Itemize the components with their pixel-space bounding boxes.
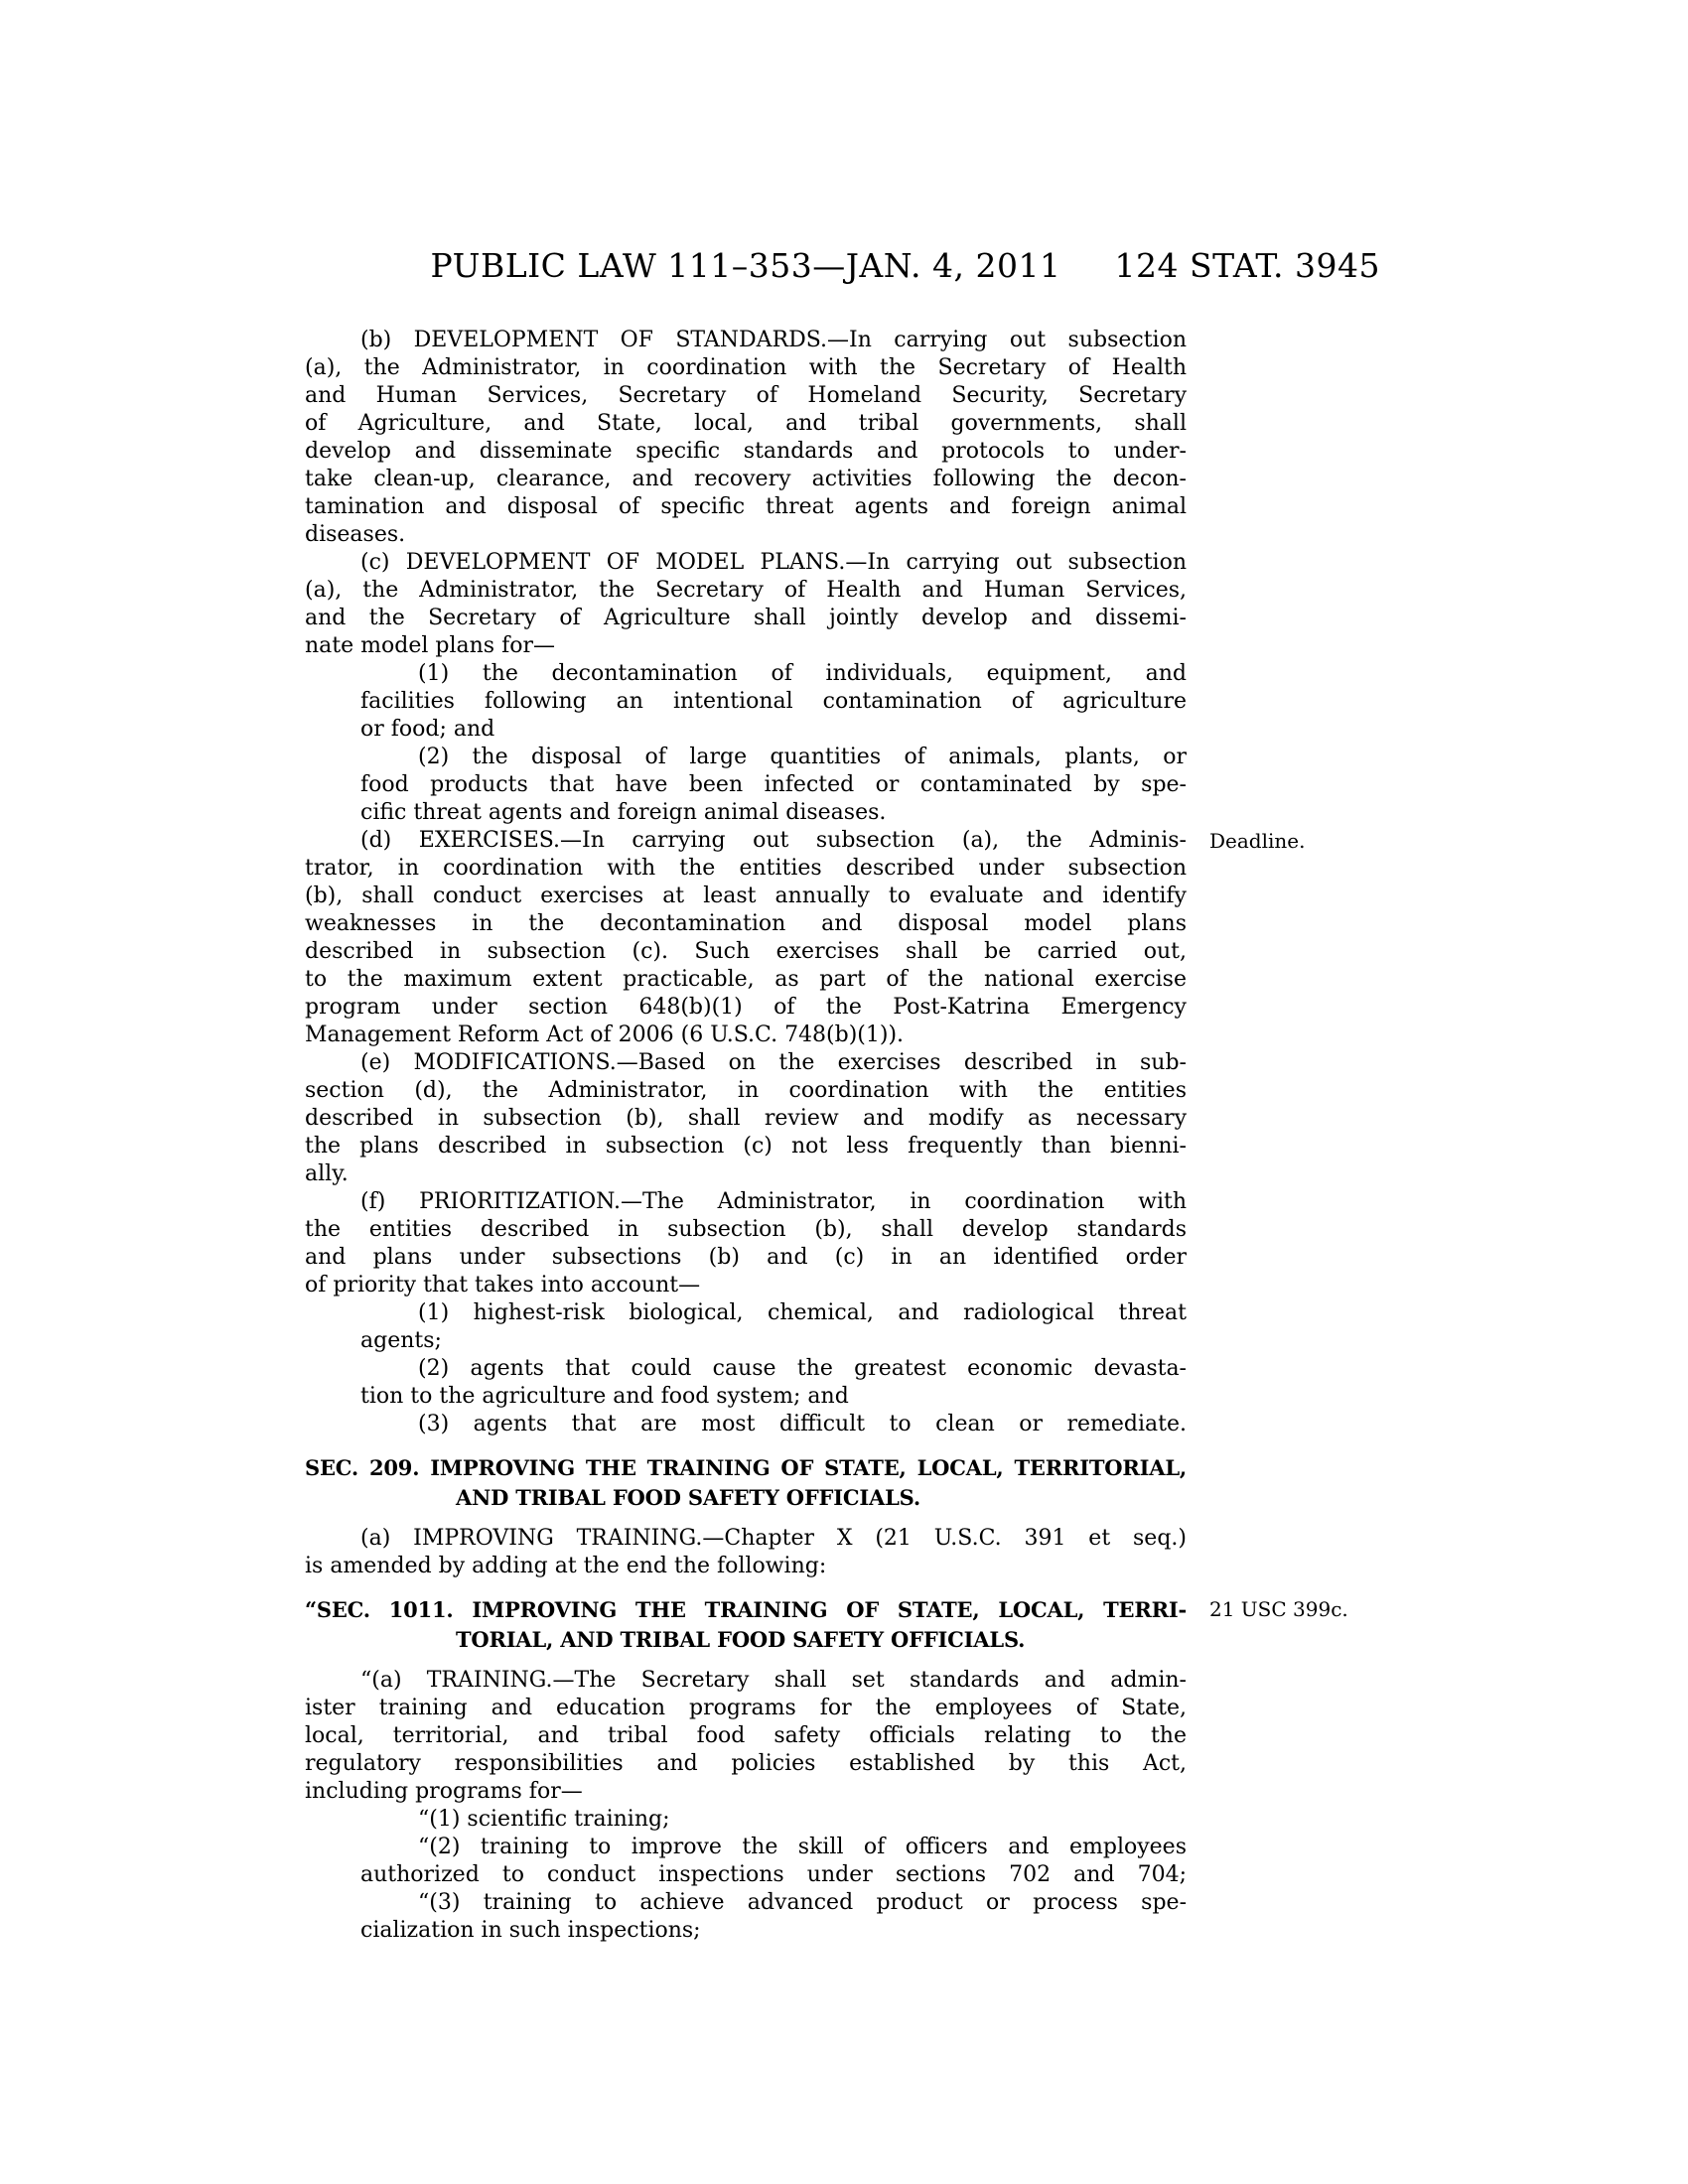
subparagraph-c2 — [305, 744, 1187, 827]
margin-note-deadline: Deadline. — [1209, 829, 1306, 853]
text-line: facilities following an intentional contamination of agriculture — [360, 689, 1187, 714]
text-line: weaknesses in the decontamination and disposal model plans — [305, 911, 1187, 936]
text-line: is amended by adding at the end the following: — [305, 1554, 827, 1578]
section-209-heading — [305, 1453, 1187, 1513]
text-line: (3) agents that are most difficult to clean or remediate. — [418, 1412, 1187, 1436]
subparagraph-c1 — [305, 660, 1187, 744]
text-line: cialization in such inspections; — [360, 1918, 701, 1943]
text-line: and the Secretary of Agriculture shall jointly develop and dissemi- — [305, 606, 1187, 630]
text-line: cific threat agents and foreign animal diseases. — [360, 800, 887, 825]
text-line: section (d), the Administrator, in coordination with the entities — [305, 1078, 1187, 1103]
quoted-subparagraph-1 — [305, 1806, 1187, 1834]
text-line: described in subsection (b), shall review and modify as necessary — [305, 1106, 1187, 1131]
body-text-column — [305, 327, 1348, 1945]
text-line: diseases. — [305, 522, 406, 547]
text-line: the plans described in subsection (c) not less frequently than bienni- — [305, 1134, 1187, 1159]
text-line: the entities described in subsection (b), shall develop standards — [305, 1217, 1187, 1242]
text-line: and Human Services, Secretary of Homeland Security, Secretary — [305, 383, 1187, 408]
text-line: (a), the Administrator, in coordination with the Secretary of Health — [305, 355, 1187, 380]
section-1011-heading — [305, 1595, 1348, 1655]
text-line: tamination and disposal of specific threat agents and foreign animal — [305, 494, 1187, 519]
text-line: ister training and education programs for the employees of State, — [305, 1696, 1187, 1720]
text-line: (a), the Administrator, the Secretary of Health and Human Services, — [305, 578, 1187, 603]
text-line: (d) EXERCISES.—In carrying out subsection (a), the Adminis- — [360, 828, 1187, 853]
text-line: and plans under subsections (b) and (c) in an identified order — [305, 1245, 1187, 1270]
subparagraph-f2 — [305, 1355, 1187, 1411]
subparagraph-f3 — [305, 1411, 1187, 1438]
paragraph-b-development-of-standards — [305, 327, 1187, 549]
running-head — [305, 248, 1380, 290]
quoted-subparagraph-2 — [305, 1834, 1187, 1889]
text-line: agents; — [360, 1328, 442, 1353]
text-line: (2) the disposal of large quantities of animals, plants, or — [418, 745, 1187, 769]
text-line: trator, in coordination with the entities described under subsection — [305, 856, 1187, 881]
paragraph-c-development-of-model-plans — [305, 549, 1187, 660]
text-line: local, territorial, and tribal food safety officials relating to the — [305, 1723, 1187, 1748]
text-line: authorized to conduct inspections under sections 702 and 704; — [360, 1862, 1187, 1887]
text-line: take clean-up, clearance, and recovery activities following the decon- — [305, 467, 1187, 491]
text-line: “(3) training to achieve advanced product or process spe- — [418, 1890, 1187, 1915]
paragraph-a-improving-training — [305, 1525, 1187, 1580]
text-line: tion to the agriculture and food system; and — [360, 1384, 849, 1409]
text-line: “SEC. 1011. IMPROVING THE TRAINING OF STATE, LOCAL, TERRI- — [305, 1597, 1187, 1622]
text-line: or food; and — [360, 717, 495, 742]
margin-note-usc-citation: 21 USC 399c. — [1209, 1597, 1348, 1621]
text-line: (1) highest-risk biological, chemical, and radiological threat — [418, 1300, 1187, 1325]
text-line: nate model plans for— — [305, 633, 555, 658]
text-line: (c) DEVELOPMENT OF MODEL PLANS.—In carrying out subsection — [360, 550, 1187, 575]
paragraph-f-prioritization — [305, 1188, 1187, 1299]
text-line: regulatory responsibilities and policies established by this Act, — [305, 1751, 1187, 1776]
text-line: (e) MODIFICATIONS.—Based on the exercises described in sub- — [360, 1050, 1187, 1075]
text-line: “(1) scientific training; — [418, 1807, 670, 1832]
text-line: TORIAL, AND TRIBAL FOOD SAFETY OFFICIALS. — [456, 1627, 1026, 1652]
subparagraph-f1 — [305, 1299, 1187, 1355]
text-line: (2) agents that could cause the greatest economic devasta- — [418, 1356, 1187, 1381]
text-line: (b), shall conduct exercises at least annually to evaluate and identify — [305, 884, 1187, 908]
public-law-title: PUBLIC LAW 111–353—JAN. 4, 2011 — [430, 246, 1061, 285]
text-line: program under section 648(b)(1) of the Post-Katrina Emergency — [305, 995, 1187, 1020]
text-line: AND TRIBAL FOOD SAFETY OFFICIALS. — [456, 1485, 921, 1510]
text-line: including programs for— — [305, 1779, 583, 1804]
text-line: (f) PRIORITIZATION.—The Administrator, in coordination with — [360, 1189, 1187, 1214]
paragraph-e-modifications — [305, 1049, 1187, 1188]
stat-page-number: 124 STAT. 3945 — [1114, 246, 1380, 285]
text-line: “(a) TRAINING.—The Secretary shall set standards and admin- — [360, 1668, 1187, 1693]
text-line: to the maximum extent practicable, as part of the national exercise — [305, 967, 1187, 992]
quoted-subparagraph-3 — [305, 1889, 1187, 1945]
text-line: develop and disseminate specific standards and protocols to under- — [305, 439, 1187, 464]
text-line: (a) IMPROVING TRAINING.—Chapter X (21 U.S.C. 391 et seq.) — [360, 1526, 1187, 1551]
text-line: ally. — [305, 1161, 349, 1186]
paragraph-a-training — [305, 1667, 1187, 1806]
text-line: “(2) training to improve the skill of officers and employees — [418, 1835, 1187, 1859]
text-line: (b) DEVELOPMENT OF STANDARDS.—In carrying out subsection — [360, 328, 1187, 352]
text-line: described in subsection (c). Such exercises shall be carried out, — [305, 939, 1187, 964]
paragraph-d-exercises — [305, 827, 1306, 1049]
text-line: of Agriculture, and State, local, and tribal governments, shall — [305, 411, 1187, 436]
text-line: food products that have been infected or contaminated by spe- — [360, 772, 1187, 797]
text-line: Management Reform Act of 2006 (6 U.S.C. 748(b)(1)). — [305, 1023, 905, 1047]
text-line: (1) the decontamination of individuals, equipment, and — [418, 661, 1187, 686]
text-line: SEC. 209. IMPROVING THE TRAINING OF STATE, LOCAL, TERRITORIAL, — [305, 1455, 1187, 1480]
text-line: of priority that takes into account— — [305, 1273, 701, 1297]
